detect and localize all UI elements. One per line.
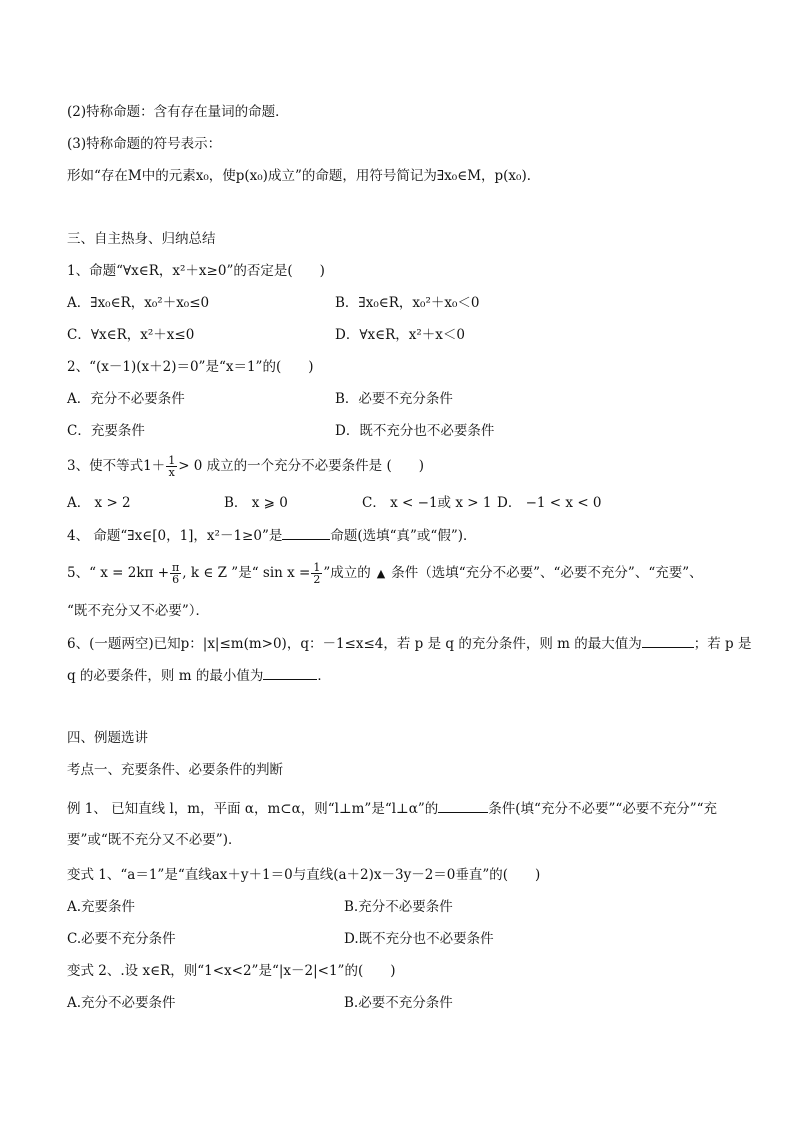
q6-line1-post: ；若 p 是 [693,636,752,652]
def-item-2: (2)特称命题：含有存在量词的命题． [67,104,289,120]
q6-line-2 [67,665,331,686]
variant-1-option-a: A.充要条件 [67,899,136,915]
q1-option-a: A．∃x₀∈R，x₀²＋x₀≤0 [67,295,210,311]
q5-frac1-den: 6 [172,573,180,586]
example-1-answer-blank[interactable] [438,798,488,813]
q6-line2-pre: q 的必要条件，则 m 的最小值为 [67,668,264,684]
def-item-3-body: 形如“存在M中的元素x₀，使p(x₀)成立”的命题，用符号简记为∃x₀∈M，p(x₀)． [67,168,541,184]
q1-option-d: D．∀x∈R，x²＋x＜0 [335,327,465,343]
q2-stem: 2、“(x－1)(x＋2)＝0”是“x＝1”的( ) [67,359,314,375]
q6-line-1 [67,633,751,654]
q2-option-b: B．必要不充分条件 [335,391,453,407]
q1-option-b: B．∃x₀∈R，x₀²＋x₀＜0 [335,295,480,311]
q1-option-c: C．∀x∈R，x²＋x≤0 [67,327,195,343]
q3-option-c: C． x < −1或 x > 1 [362,495,492,511]
q5-pre: 5、“ x = 2kπ + [67,565,170,581]
variant-2-option-a: A.充分不必要条件 [67,995,176,1011]
q3-option-b: B． x ⩾ 0 [224,495,288,511]
q5-triangle-mark: ▲ [376,567,386,580]
variant-1-stem: 变式 1、“a＝1”是“直线ax＋y＋1＝0与直线(a＋2)x－3y－2＝0垂直”的( ) [67,867,541,883]
q5-mid: , k ∈ Z ”是“ sin x = [182,565,311,581]
q5-frac2-den: 2 [313,573,321,586]
q2-option-c: C．充要条件 [67,423,145,439]
q4-answer-blank[interactable] [282,525,330,540]
example-1-line-2: 要”或“既不充分又不必要”)． [67,832,242,848]
q2-option-d: D．既不充分也不必要条件 [335,423,495,439]
q6-answer-blank-1[interactable] [642,633,694,648]
q6-line1-pre: 6、(一题两空)已知p：|x|≤m(m>0)，q：－1≤x≤4，若 p 是 q 的充分条件，则 m 的最大值为 [67,636,642,652]
section-3-title: 三、自主热身、归纳总结 [67,231,216,247]
q4-stem-post: 命题(选填“真”或“假”)． [330,528,477,544]
q3-fraction [166,455,177,478]
q3-stem [67,455,424,478]
q1-stem: 1、命题“∀x∈R，x²＋x≥0”的否定是( ) [67,263,325,279]
example-1-pre: 例 1、 已知直线 l，m，平面 α，m⊂α，则“l⊥m”是“l⊥α”的 [67,801,439,817]
def-item-3: (3)特称命题的符号表示： [67,136,222,152]
example-1-line-1 [67,798,717,819]
variant-2-stem: 变式 2、.设 x∈R，则“1<x<2”是“|x－2|<1”的( ) [67,963,396,979]
section-4-title: 四、例题选讲 [67,730,148,746]
q3-option-d: D． −1 < x < 0 [497,495,602,511]
q3-frac-den: x [168,466,175,479]
q6-answer-blank-2[interactable] [263,665,317,680]
q2-option-a: A．充分不必要条件 [67,391,185,407]
variant-1-option-d: D.既不充分也不必要条件 [344,931,494,947]
topic-1-title: 考点一、充要条件、必要条件的判断 [67,762,283,778]
q3-option-a: A． x > 2 [67,495,131,511]
q3-stem-post: > 0 成立的一个充分不必要条件是 ( ) [178,458,424,474]
q5-line-2: “既不充分又不必要”）． [67,603,210,619]
q6-line2-post: ． [317,668,331,684]
q5-line-1 [67,562,703,585]
variant-2-option-b: B.必要不充分条件 [344,995,453,1011]
variant-1-option-b: B.充分不必要条件 [344,899,453,915]
q3-frac-num: 1 [168,454,176,467]
q5-fraction-2 [311,562,322,585]
q5-frac1-num: π [172,561,180,574]
q5-post-b: 条件（选填“充分不必要”、“必要不充分”、“充要”、 [391,565,703,581]
q5-post-a: ”成立的 [323,565,371,581]
q3-stem-pre: 3、使不等式1＋ [67,458,166,474]
example-1-post: 条件(填“充分不必要”“必要不充分”“充 [488,801,718,817]
variant-1-option-c: C.必要不充分条件 [67,931,176,947]
q5-frac2-num: 1 [313,561,321,574]
q4-stem-pre: 4、 命题“∃x∈[0，1]，x²－1≥0”是 [67,528,283,544]
q4-stem [67,525,476,546]
q5-fraction-1 [170,562,181,585]
